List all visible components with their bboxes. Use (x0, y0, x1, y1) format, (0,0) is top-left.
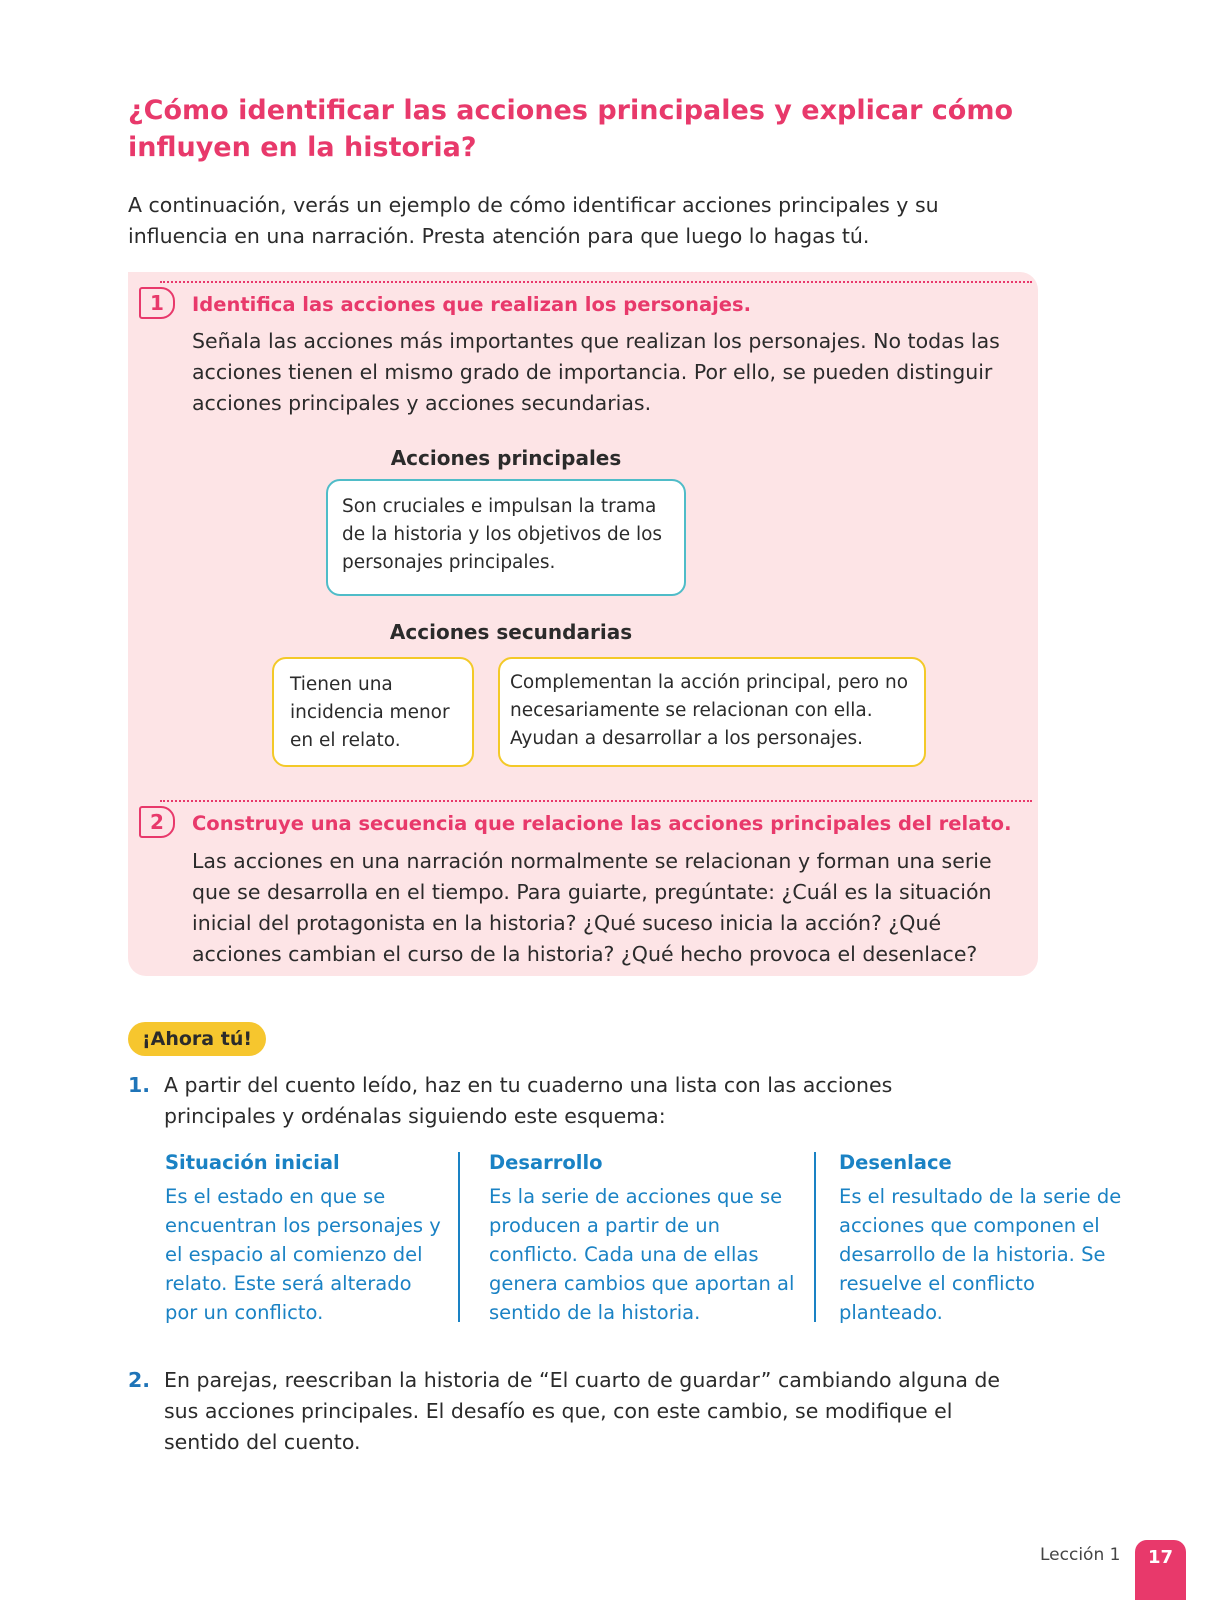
dotted-divider (160, 800, 1032, 802)
secundarias-label: Acciones secundarias (389, 620, 633, 644)
scheme-column-desarrollo (489, 1148, 799, 1327)
activity-text: En parejas, reescriban la historia de “El cuarto de guardar” cambiando alguna de sus acciones principales. El desafío es que, con este cambio, se modifique el sentido del cuento. (164, 1368, 1001, 1454)
principal-box: Son cruciales e impulsan la trama de la historia y los objetivos de los personajes principales. (326, 479, 686, 596)
lesson-label: Lección 1 (1040, 1545, 1121, 1565)
activity-number: 1. (128, 1073, 151, 1097)
activity-text: A partir del cuento leído, haz en tu cuaderno una lista con las acciones principales y ordénalas siguiendo este esquema: (164, 1073, 893, 1128)
intro-paragraph: A continuación, verás un ejemplo de cómo identificar acciones principales y su influencia en una narración. Presta atención para que luego lo hagas tú. (128, 193, 939, 248)
scheme-column-title: Desarrollo (489, 1151, 603, 1174)
scheme-column-text: Es la serie de acciones que se producen a partir de un conflicto. Cada una de ellas genera cambios que aportan al sentido de la historia. (489, 1185, 795, 1324)
secundarias-box-right: Complementan la acción principal, pero no necesariamente se relacionan con ella. Ayudan a desarrollar a los personajes. (498, 657, 926, 767)
page-title: ¿Cómo identificar las acciones principales y explicar cómo influyen en la historia? (128, 95, 1014, 163)
step-number-badge: 2 (139, 806, 175, 838)
scheme-column-situacion-inicial (165, 1148, 450, 1327)
step-number-badge: 1 (139, 287, 175, 319)
scheme-column-desenlace (839, 1148, 1139, 1327)
principal-label: Acciones principales (390, 446, 622, 470)
page-number: 17 (1135, 1540, 1186, 1600)
scheme-column-title: Desenlace (839, 1151, 952, 1174)
step-body: Las acciones en una narración normalmente se relacionan y forman una serie que se desarrolla en el tiempo. Para guiarte, pregúntate: ¿Cuál es la situación inicial del protagonista en la historia? ¿Qué suceso inicia la acción? ¿Qué acciones cambian el curso de la historia? ¿Qué hecho provoca el desenlace? (192, 849, 992, 966)
scheme-column-title: Situación inicial (165, 1151, 340, 1174)
scheme-column-text: Es el resultado de la serie de acciones que componen el desarrollo de la historia. Se resuelve el conflicto planteado. (839, 1185, 1122, 1324)
column-divider (814, 1152, 816, 1322)
column-divider (458, 1152, 460, 1322)
step-heading: Identifica las acciones que realizan los personajes. (192, 293, 752, 316)
scheme-column-text: Es el estado en que se encuentran los personajes y el espacio al comienzo del relato. Este será alterado por un conflicto. (165, 1185, 441, 1324)
secundarias-box-left: Tienen una incidencia menor en el relato. (272, 657, 474, 767)
dotted-divider (160, 281, 1032, 283)
step-body: Señala las acciones más importantes que realizan los personajes. No todas las acciones tienen el mismo grado de importancia. Por ello, se pueden distinguir acciones principales y acciones secundarias. (192, 329, 1000, 415)
ahora-tu-badge: ¡Ahora tú! (128, 1022, 266, 1056)
step-heading: Construye una secuencia que relacione las acciones principales del relato. (192, 812, 1012, 835)
activity-number: 2. (128, 1368, 151, 1392)
